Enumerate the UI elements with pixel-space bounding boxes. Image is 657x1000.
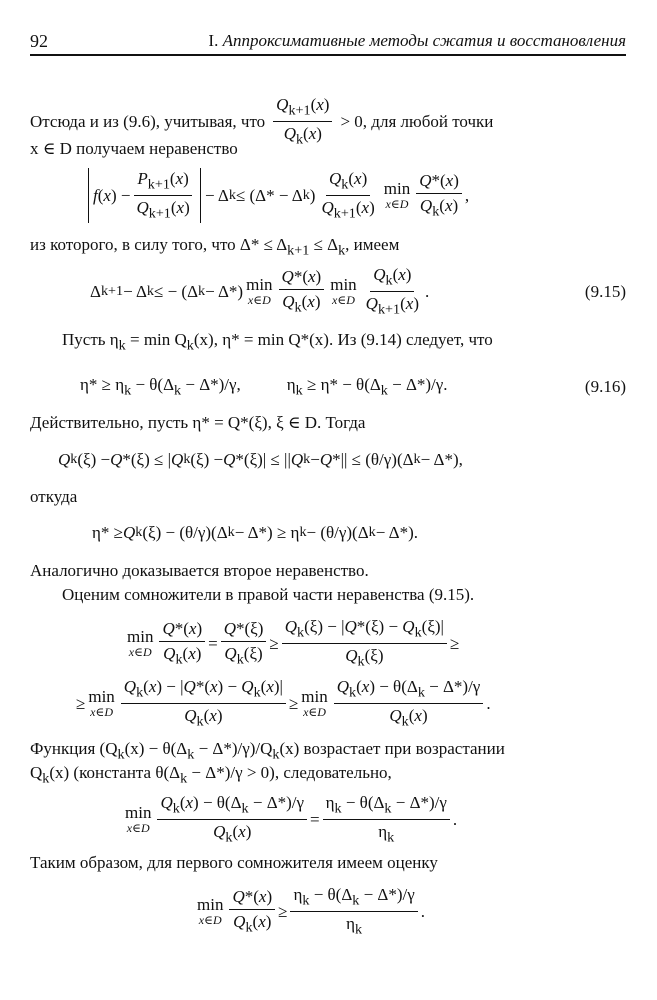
display-equation-916: $\eta* \ge \eta_k - \theta(\Delta_k - \Delta*)/\gamma$, $\eta_k \ge \eta* - \theta(\Delta_k - \Delta*)/\gamma$. (9.16) — [80, 375, 626, 399]
paragraph-line-11: Таким образом, для первого сомножителя имеем оценку — [30, 853, 438, 872]
paragraph-line-4: Пусть $\eta_k = \min Q_k(x)$, η* = min Q*(x). Из (9.14) следует, что — [62, 330, 493, 354]
display-equation-1: f ( x ) − $\frac{P_{k+1}(x)}{Q_{k+1}(x)}$ − Δ k ≤ (Δ* − Δ k ) $\frac{Q_k(x)}{Q_{k+1}(x)}$ min x∈D $\frac{Q*(x)}{Q_k(x)}$ , — [88, 168, 469, 223]
running-header — [30, 28, 626, 56]
header-title: I. Аппроксимативные методы сжатия и восстановления — [208, 31, 626, 50]
paragraph-line-9: Функция $(Q_k(x) - \theta(\Delta_k - \Delta*)/\gamma)/Q_k(x)$ возрастает при возрастании — [30, 739, 505, 763]
display-equation-8: min x∈D $\frac{Q*(x)}{Q_k(x)}$ ≥ $\frac{\eta_k - \theta(\Delta_k - \Delta*)/\gamma}{\eta_k}$ . — [197, 885, 426, 938]
paragraph-line-1: Отсюда и из (9.6), учитывая, что $\frac{Q_{k+1}(x)}{Q_k(x)}$ > 0, для любой точки — [30, 95, 494, 148]
paragraph-line-6: откуда — [30, 487, 78, 506]
paragraph-line-10: $Q_k(x)$ (константа $\theta(\Delta_k - \Delta*)/\gamma > 0$), следовательно, — [30, 763, 392, 787]
display-equation-4: η* ≥ Q k (ξ) − (θ/γ)(Δ k − Δ*) ≥ η k − (θ/γ)(Δ k − Δ*). — [92, 523, 418, 542]
page-number: 92 — [30, 31, 48, 51]
paragraph-line-2: x ∈ D получаем неравенство — [30, 139, 238, 158]
display-equation-6: ≥ min x∈D $\frac{Q_k(x) - |Q*(x) - Q_k(x)|}{Q_k(x)}$ ≥ min x∈D $\frac{Q_k(x) - \theta(\Delta_k - \Delta*)/\gamma}{Q_k(x)}$ . — [76, 677, 491, 730]
paragraph-line-3: из которого, в силу того, что $\Delta* \le \Delta_{k+1} \le \Delta_k$, имеем — [30, 235, 400, 259]
inline-fraction: $\frac{Q_{k+1}(x)}{Q_k(x)}$ — [273, 94, 332, 149]
display-equation-3: Q k (ξ) − Q *(ξ) ≤ | Q k (ξ) − Q *(ξ)| ≤ || Q k − Q *|| ≤ (θ/γ)(Δ k − Δ*), — [58, 450, 463, 469]
paragraph-line-8: Оценим сомножители в правой части неравенства (9.15). — [62, 585, 475, 604]
display-equation-915: Δ k+1 − Δ k ≤ − (Δ k − Δ*) min x∈D $\frac{Q*(x)}{Q_k(x)}$ min x∈D $\frac{Q_k(x)}{Q_{k+1}(x)}$ . (9.15) — [90, 265, 626, 318]
paragraph-line-5: Действительно, пусть η* = Q*(ξ), ξ ∈ D. Тогда — [30, 413, 366, 432]
display-equation-5: min x∈D $\frac{Q*(x)}{Q_k(x)}$ = $\frac{Q*(\xi)}{Q_k(\xi)}$ ≥ $\frac{Q_k(\xi) - |Q*(\xi) - Q_k(\xi)|}{Q_k(\xi)}$ ≥ — [127, 617, 460, 670]
display-equation-7: min x∈D $\frac{Q_k(x) - \theta(\Delta_k - \Delta*)/\gamma}{Q_k(x)}$ = $\frac{\eta_k - \theta(\Delta_k - \Delta*)/\gamma}{\eta_k}$ . — [125, 793, 458, 846]
paragraph-line-7: Аналогично доказывается второе неравенство. — [30, 561, 369, 580]
equation-number: (9.15) — [584, 281, 626, 301]
equation-number: (9.16) — [584, 377, 626, 397]
